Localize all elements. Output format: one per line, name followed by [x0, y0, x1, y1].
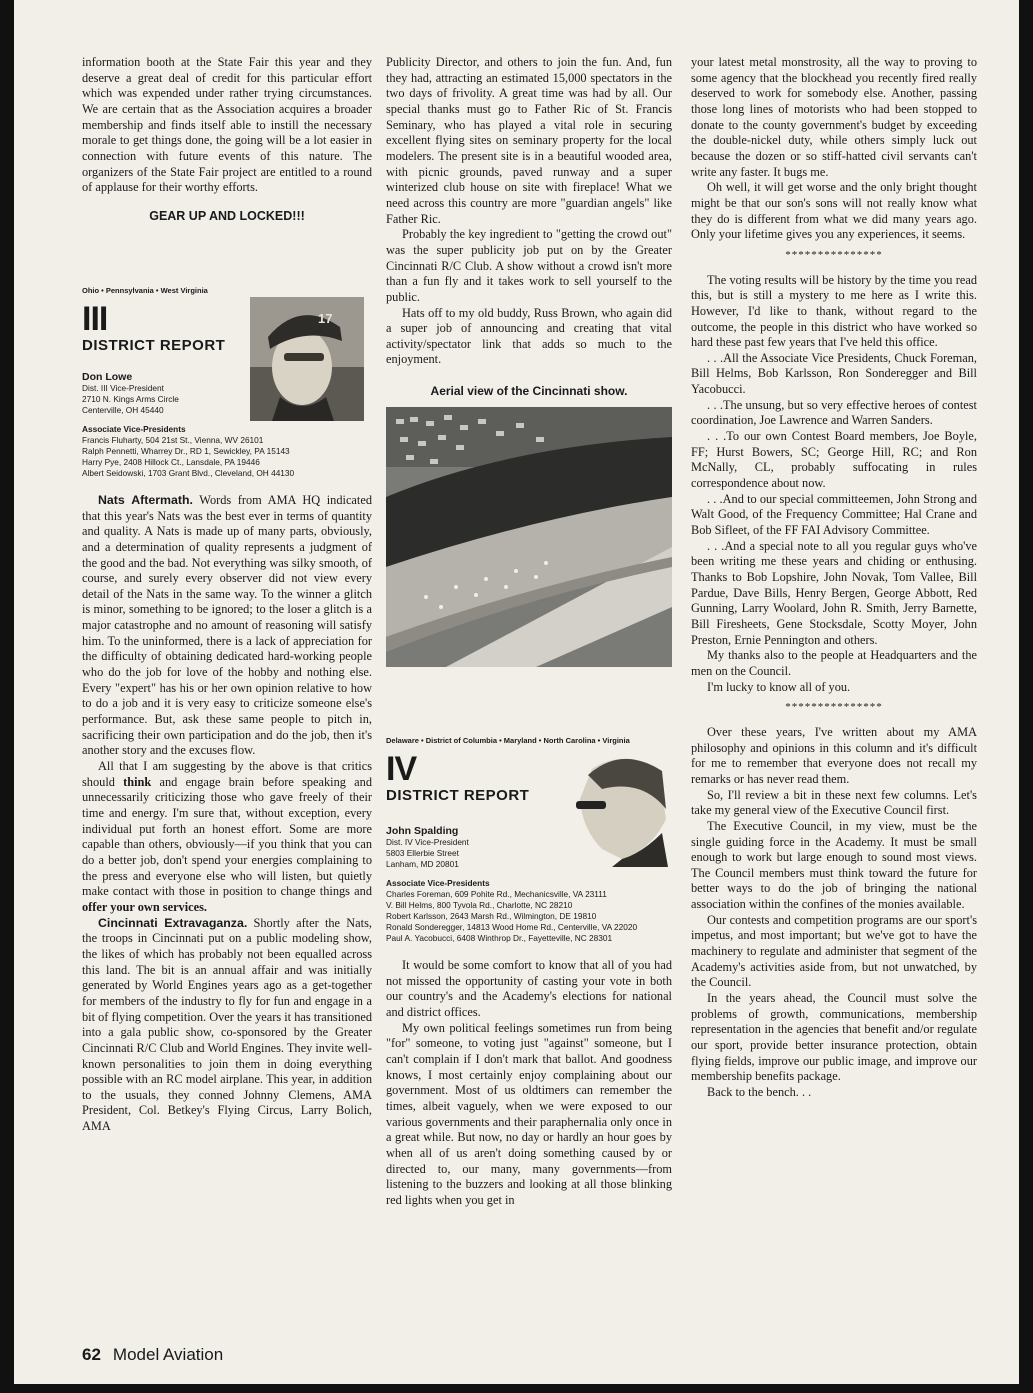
paragraph: [82, 916, 372, 1135]
portrait-image: [250, 297, 364, 421]
vp-title: Dist. IV Vice-President: [386, 837, 469, 848]
paragraph: Back to the bench. . .: [707, 1085, 812, 1099]
district-numeral: III: [82, 300, 108, 339]
paragraph: In the years ahead, the Council must solve the problems of growth, communications, membership representation in the agencies that benefit and/or regulate our sport, provide better insurance protection, obtain flying fields, improve our public image, and improve our membership benefits package.: [691, 991, 977, 1084]
assoc-entry: Charles Foreman, 609 Pohite Rd., Mechanicsville, VA 23111: [386, 889, 607, 900]
paragraph: [82, 493, 372, 759]
district-states: Delaware • District of Columbia • Maryland • North Carolina • Virginia: [386, 735, 630, 745]
assoc-entry: V. Bill Helms, 800 Tyvola Rd., Charlotte, NC 28210: [386, 900, 573, 911]
paragraph: My own political feelings sometimes run from being "for" someone, to voting just "against" someone, but I can't complain if I don't mark that ballot. And goodness knows, I most certainly enjoy complaining about our government. Most of us oldtimers can remember the times, albeit vaguely, when we were exposed to our various governments and their paraphernalia only once in a great while. But now, no day or hardly an hour goes by when all of us aren't doing something caused by or directed to, our many, many governments—from listening to the buzzers and looking at all those blinking red lights when you get in: [386, 1020, 672, 1207]
paragraph: your latest metal monstrosity, all the way to proving to some agency that the blockhead you recently fired really deserved to work for somebody else. Another, passing those long lines of motorists who had been stopped to donate to the county government's budget by exceeding the double-nickel duty, while others simply luck out because the dozen or so stiff-hatted civil servants can't write any faster. It bugs me.: [691, 55, 977, 179]
district-report-label: DISTRICT REPORT: [82, 337, 226, 355]
page-footer: [82, 1345, 223, 1365]
column-middle: [386, 55, 672, 1209]
column-left: [82, 55, 372, 1135]
assoc-heading: Associate Vice-Presidents: [386, 878, 490, 889]
paragraph: The Executive Council, in my view, must be the single guiding force in the Academy. It must be small enough to work but large enough to sound most views. The Council members must think toward the future for better ways to do the job of bringing the national association within the confines of the monies available.: [691, 818, 977, 912]
paragraph: . . .All the Associate Vice Presidents, Chuck Foreman, Bill Helms, Bob Karlsson, Ron Sonderegger and Bill Yacobucci.: [691, 350, 977, 397]
magazine-name: Model Aviation: [112, 1345, 224, 1364]
section-heading: Nats Aftermath.: [98, 492, 193, 507]
assoc-entry: Ronald Sonderegger, 14813 Wood Home Rd., Centerville, VA 22020: [386, 922, 638, 933]
vp-street: 5803 Ellerbie Street: [386, 848, 459, 859]
assoc-entry: Paul A. Yacobucci, 6408 Winthrop Dr., Fayetteville, NC 28301: [386, 933, 613, 944]
paragraph: Publicity Director, and others to join the fun. And, fun they had, attracting an estimated 15,000 spectators in the two days of frivolity. A great time was had by all. Our special thanks must go to Father Ric of St. Francis Seminary, who has played a vital role in securing excellent flying sites on seminary property for the local modelers. The present site is in a beautiful wooded area, with picnic grounds, paved runway and a super winterized club house on site with fireplace! What we need across this country are more "guardian angels" like Father Ric.: [386, 55, 672, 226]
district-report-label: DISTRICT REPORT: [386, 787, 530, 805]
assoc-entry: Albert Seidowski, 1703 Grant Blvd., Cleveland, OH 44130: [82, 467, 295, 478]
vp-city: Centerville, OH 45440: [82, 404, 164, 415]
paragraph-text: Words from AMA HQ indicated that this year's Nats was the best ever in terms of quantity and quality. A Nats is made up of many parts, obviously, and a determination of quality represents a judgment of the good and the bad. Not everything was silky smooth, of course, and surely every observer did not view every detail of the Nats in the same way. To the winner a glitch is minor, something to be ignored; to the loser a glitch is a major catastrophe and no amount of reasoning will satisfy him. To the uninformed, there is a lack of appreciation for the difficulty of obtaining dedicated hard-working people who do the job for love of the hobby and nothing else. Every "expert" has his or her own opinion relative to how to do a job and it is very easy to criticize someone else's performance. But, ask these same people to pitch in, sacrificing their own participation and do the job, then it's another story and the excuses flow.: [82, 492, 372, 758]
paragraph: . . .The unsung, but so very effective heroes of contest coordination, Joe Lawrence and Warren Sanders.: [691, 397, 977, 428]
district-numeral: IV: [386, 750, 417, 789]
paragraph: The voting results will be history by the time you read this, but is still a mystery to me here as I write this. However, I'd like to thank, without regard to the outcome, the people in this district who have worked so hard these past few years that I've held this office.: [691, 272, 977, 350]
assoc-entry: Ralph Pennetti, Wharrey Dr., RD 1, Sewickley, PA 15143: [82, 445, 290, 456]
emphasis: think: [123, 774, 152, 789]
vp-city: Lanham, MD 20801: [386, 859, 459, 870]
svg-text:17: 17: [318, 310, 333, 326]
vp-name: Don Lowe: [82, 370, 133, 383]
associate-vp-list: [386, 878, 672, 944]
district-states: Ohio • Pennsylvania • West Virginia: [82, 285, 208, 295]
paragraph: Our contests and competition programs are our sport's impetus, and most important; but we've got to have the machinery to regulate and administer that segment of the Academy's activities aside from, but not unwatched, by the Council.: [691, 912, 977, 990]
associate-vp-list: [82, 424, 372, 479]
aerial-image: [386, 407, 672, 667]
section-divider: ***************: [785, 701, 883, 714]
vp-title: Dist. III Vice-President: [82, 382, 164, 393]
paragraph: Probably the key ingredient to "getting the crowd out" was the super publicity job put on by the Greater Cincinnati R/C Club. A show without a crowd isn't more than a fun fly and it takes work to sell yourself to the public.: [386, 227, 672, 304]
aerial-photo: [386, 407, 672, 667]
paragraph: information booth at the State Fair this year and they deserve a great deal of credit for this particular effort which was expended under rather trying circumstances. We are certain that as the Association acquires a broader membership and finds itself able to instill the necessary morale to get things done, the going will be a lot easier in connection with future events of this nature. The organizers of the State Fair project are entitled to a round of applause for their worthy efforts.: [82, 55, 372, 195]
paragraph: Hats off to my old buddy, Russ Brown, who again did a super job of announcing and creating that vital activity/spectator link that adds so much to the enjoyment.: [386, 305, 672, 367]
photo-caption: Aerial view of the Cincinnati show.: [430, 384, 628, 399]
paragraph: I'm lucky to know all of you.: [707, 679, 851, 694]
page-number: 62: [82, 1345, 101, 1364]
text-run: and engage brain before speaking and unnecessarily criticizing those who gave freely of their time and energy. I'm sure that, without exception, every individual put forth an honest effort. Some are more capable than others, obviously—if you think that you can do a better job, don't spend your energies complaining to the press and everyone else who will listen, but quietly make contact with those in position to change things and: [82, 774, 372, 899]
magazine-page: [14, 0, 1019, 1384]
paragraph: So, I'll review a bit in these next few columns. Let's take my general view of the Executive Council first.: [691, 787, 977, 818]
portrait-image: [562, 749, 668, 867]
vp-name: John Spalding: [386, 825, 459, 838]
emphasis: offer your own services.: [82, 899, 208, 914]
assoc-entry: Harry Pye, 2408 Hillock Ct., Lansdale, PA 19446: [82, 456, 260, 467]
paragraph: . . .To our own Contest Board members, Joe Boyle, FF; Hurst Bowers, SC; George Hill, RC; and Ron McNally, CL, probably suffocating in rules correspondence about now.: [691, 429, 977, 491]
signoff: GEAR UP AND LOCKED!!!: [149, 208, 305, 223]
assoc-entry: Francis Fluharty, 504 21st St., Vienna, WV 26101: [82, 434, 264, 445]
paragraph: It would be some comfort to know that all of you had not missed the opportunity of casting your vote in both our country's and the Academy's elections for national and district offices.: [386, 958, 672, 1020]
column-right: [691, 55, 977, 1101]
section-heading: Cincinnati Extravaganza.: [98, 915, 248, 930]
paragraph: My thanks also to the people at Headquarters and the men on the Council.: [691, 648, 977, 678]
portrait-photo: [250, 297, 364, 421]
text-run: All that I am suggesting by the above is that critics should: [82, 759, 372, 789]
assoc-entry: Robert Karlsson, 2643 Marsh Rd., Wilmington, DE 19810: [386, 911, 597, 922]
assoc-heading: Associate Vice-Presidents: [82, 423, 186, 434]
paragraph: [82, 759, 372, 916]
portrait-photo: [562, 749, 668, 867]
paragraph: . . .And a special note to all you regular guys who've been writing me these years and chiding or enthusing. Thanks to Bob Lopshire, John Novak, Tom Vallee, Bill Pardue, Dave Bills, Henry Bergen, George Abbott, Red Gunning, Larry Woolard, John R. Smith, Jerry Barnette, Bill Firesheets, Gene Stocksdale, Scotty Moyer, John Preston, Ernie Pennington and others.: [691, 538, 977, 647]
section-divider: ***************: [785, 248, 883, 261]
vp-street: 2710 N. Kings Arms Circle: [82, 393, 179, 404]
paragraph-text: Shortly after the Nats, the troops in Cincinnati put on a public modeling show, the likes of which has probably not been equalled across this land. The bit is an annual affair and was initially generated by World Engines years ago as a get-together for members of the industry to fly for fun and engage in a bit of flying competition. Over the years it has transitioned into a gala public show, co-sponsored by the Greater Cincinnati R/C Club and World Engines. They invite well-known personalities to join them in doing everything possible with an RC model airplane. This year, in addition to the usuals, they conned Johnny Clemens, AMA President, Col. Betkey's Flying Circus, Larry Bolich, AMA: [82, 915, 373, 1134]
district-iii-header: [82, 283, 372, 479]
district-iv-header: [386, 733, 672, 944]
paragraph: Oh well, it will get worse and the only bright thought might be that our son's sons will not really know what they do is different from what we did many years ago. Only your lifetime gives you any experiences, it seems.: [691, 180, 977, 242]
paragraph: Over these years, I've written about my AMA philosophy and opinions in this column and it's difficult for me to remember that everyone does not recall my remarks or has never read them.: [691, 724, 977, 786]
paragraph: . . .And to our special committeemen, John Strong and Walt Good, of the Frequency Committee; Hal Crane and Bob Sifleet, of the FF FAI Advisory Committee.: [691, 491, 977, 538]
